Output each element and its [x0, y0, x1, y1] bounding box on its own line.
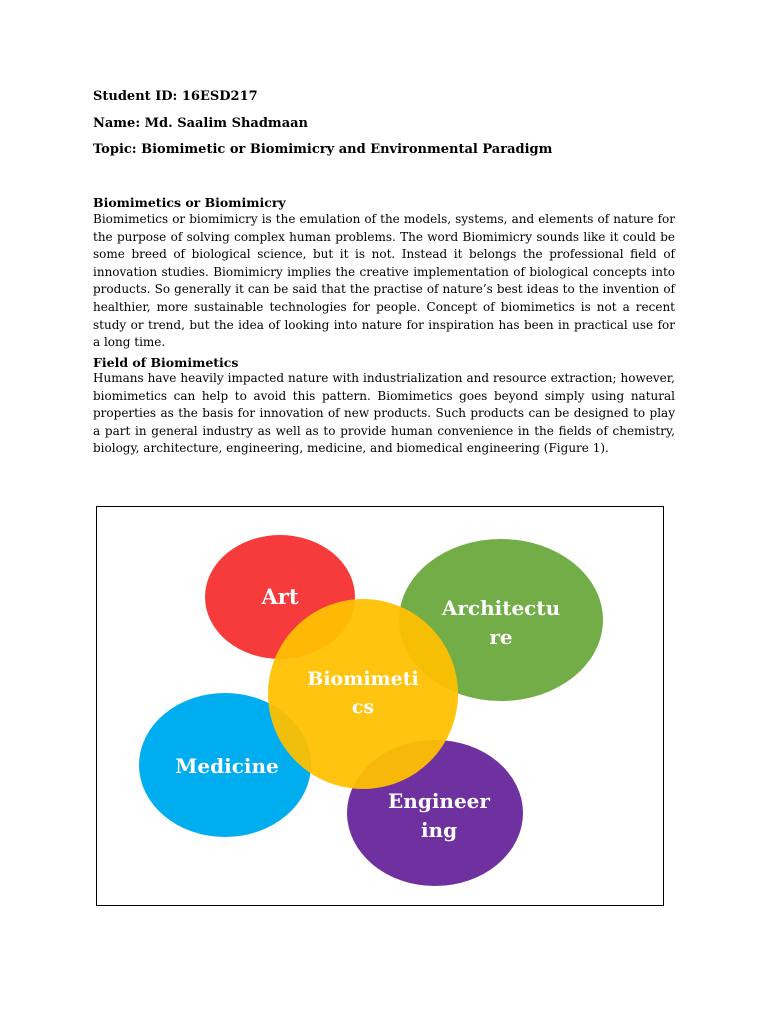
biomimetics-bubble — [268, 599, 458, 789]
biomimetics-label-line1: Biomimeti — [307, 668, 419, 690]
engineering-label-line1: Engineer — [388, 789, 490, 813]
diagram-svg — [97, 507, 663, 905]
section-body-biomimicry: Biomimetics or biomimicry is the emulation of the models, systems, and elements of nature for the purpose of solving complex human problems. The word Biomimicry sounds like it could be some breed of biological science, but it is not. Instead it belongs the professional field of innovation studies. Biomimicry implies the creative implementation of biological concepts into products. So generally it can be said that the practise of nature’s best ideas to the invention of healthier, more sustainable technologies for people. Concept of biomimetics is not a recent study or trend, but the idea of looking into nature for inspiration has been in practical use for a long time. — [93, 212, 675, 350]
architecture-label-line1: Architectu — [441, 596, 561, 620]
student-name: Name: Md. Saalim Shadmaan — [93, 116, 308, 131]
medicine-label: Medicine — [175, 754, 279, 778]
section-heading-biomimicry: Biomimetics or Biomimicry — [93, 195, 286, 210]
section-body-field: Humans have heavily impacted nature with industrialization and resource extraction; however, biomimetics can help to avoid this pattern. Biomimetics goes beyond simply using natural properties as the basis for innovation of new products. Such products can be designed to play a part in general industry as well as to provide human convenience in the fields of chemistry, biology, architecture, engineering, medicine, and biomedical engineering (Figure 1). — [93, 371, 675, 456]
biomimetics-label-line2: cs — [351, 696, 375, 718]
art-label: Art — [261, 584, 299, 609]
engineering-label-line2: ing — [420, 818, 458, 842]
figure-1-diagram — [96, 506, 664, 906]
topic-line: Topic: Biomimetic or Biomimicry and Environmental Paradigm — [93, 142, 553, 157]
section-heading-field: Field of Biomimetics — [93, 355, 239, 370]
student-id: Student ID: 16ESD217 — [93, 89, 258, 104]
architecture-label-line2: re — [489, 625, 513, 649]
